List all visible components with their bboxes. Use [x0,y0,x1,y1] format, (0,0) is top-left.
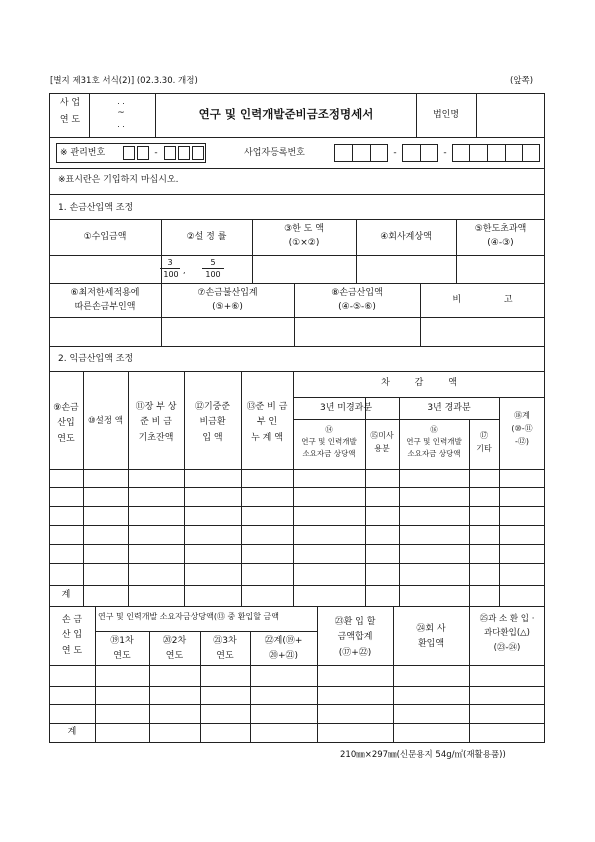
date-start[interactable]: . . [117,97,125,106]
sec1-col9: 비 고 [452,295,513,305]
mgmt-no-cell[interactable] [137,146,149,160]
sec1-col2: ②설 정 률 [186,232,227,242]
mgmt-no-cell[interactable] [123,146,135,160]
rate-a-numerator: 3 [167,258,173,267]
sec1-col7: ⑦손금불산입계 [197,288,258,298]
form-id: [별지 제31호 서식(2)] (02.3.30. 개정) [50,76,198,86]
year-label-2: 연 도 [59,115,81,125]
rate-b-numerator: 5 [210,258,216,267]
sec2-under3: 3년 미경과분 [319,403,373,413]
mgmt-no-cell[interactable] [178,146,190,160]
sec2-h13: ⑬준 비 금 부 인 누 계 액 [246,402,288,443]
sec3-h21: ㉑3차 연도 [213,636,237,662]
sec3-total-label: 계 [67,727,77,737]
biz-reg-dash-1: - [393,148,397,158]
corp-name-label: 법인명 [432,110,460,120]
mgmt-no-cell[interactable] [164,146,176,160]
sec1-col3-formula: (①×②) [288,238,320,248]
mgmt-no-dash: - [154,148,158,158]
sec2-h11: ⑪장 부 상 준 비 금 기초잔액 [135,402,177,443]
sec2-h10: ⑩설정 액 [88,416,123,426]
sec3-h25: ㉕과 소 환 입 · 과다환입(△) (㉓-㉔) [479,614,535,653]
sec3-h20: ⑳2차 연도 [162,636,187,662]
form-title: 연구 및 인력개발준비금조정명세서 [198,107,374,121]
sec2-h17: ⑰ 기타 [476,431,492,453]
sec3-group-header: 연구 및 인력개발 소요자금상당액(⑬ 중 환입할 금액 [98,612,279,621]
sec1-heading: 1. 손금산입액 조정 [58,203,134,213]
sec1-col6: ⑥최저한세적용에 [70,288,140,298]
sec1-col8: ⑧손금산입액 [331,288,383,298]
sec2-h15: ⑮미사 용분 [370,431,394,453]
mgmt-no-label: ※ 관리번호 [60,148,106,158]
sec1-col1: ①수입금액 [83,232,127,242]
sec2-h12: ⑫기중준 비금환 입 액 [194,402,231,443]
sec2-heading: 2. 익금산입액 조정 [58,354,134,364]
notice-text: ※표시란은 기입하지 마십시오. [58,175,179,185]
sec1-col3: ③한 도 액 [284,224,324,234]
date-tilde: ~ [117,108,125,118]
paper-spec: 210㎜×297㎜(신문용지 54g/㎡(재활용품)) [340,750,506,760]
sec1-col5-formula: (④-③) [487,238,514,248]
mgmt-no-cell[interactable] [192,146,204,160]
sec2-over3: 3년 경과분 [427,403,471,413]
sec2-h9: ⑨손금 산입 연도 [53,403,79,444]
rate-separator: , [183,266,186,275]
sec1-col5: ⑤한도초과액 [474,224,527,234]
sec1-col6-line2: 따른손금부인액 [74,302,136,312]
page-side: (앞쪽) [510,76,534,86]
sec2-h14: ⑭ 연구 및 인력개발 소요자금 상당액 [301,425,357,458]
sec2-total-label: 계 [61,590,71,600]
sec1-col4: ④회사계상액 [380,232,432,242]
sec1-col8-formula: (④-⑤-⑥) [338,302,376,312]
biz-reg-part3[interactable] [452,144,540,162]
biz-reg-part1[interactable] [334,144,388,162]
sec2-deduct: 차 감 액 [381,378,457,388]
corp-name-field[interactable] [477,94,544,136]
sec3-h22: ㉒계(⑲+ ⑳+㉑) [264,636,303,662]
rate-a-denominator: 100 [163,270,179,279]
sec1-col7-formula: (⑤+⑥) [212,302,243,312]
date-end[interactable]: . . [117,120,125,129]
biz-reg-dash-2: - [443,148,447,158]
sec3-year-header: 손 금 산 입 연 도 [61,615,83,656]
sec3-h23: ㉓환 입 할 금액합계 (⑰+㉒) [334,617,376,658]
biz-reg-label: 사업자등록번호 [244,148,305,158]
sec2-h18: ⑱계 (⑩-⑪ -⑫) [511,411,533,446]
rate-b-denominator: 100 [205,270,221,279]
sec3-h19: ⑲1차 연도 [110,636,134,662]
sec3-h24: ㉔회 사 환입액 [416,624,446,650]
sec2-h16: ⑯ 연구 및 인력개발 소요자금 상당액 [406,425,462,458]
year-label-1: 사 업 [59,98,81,108]
